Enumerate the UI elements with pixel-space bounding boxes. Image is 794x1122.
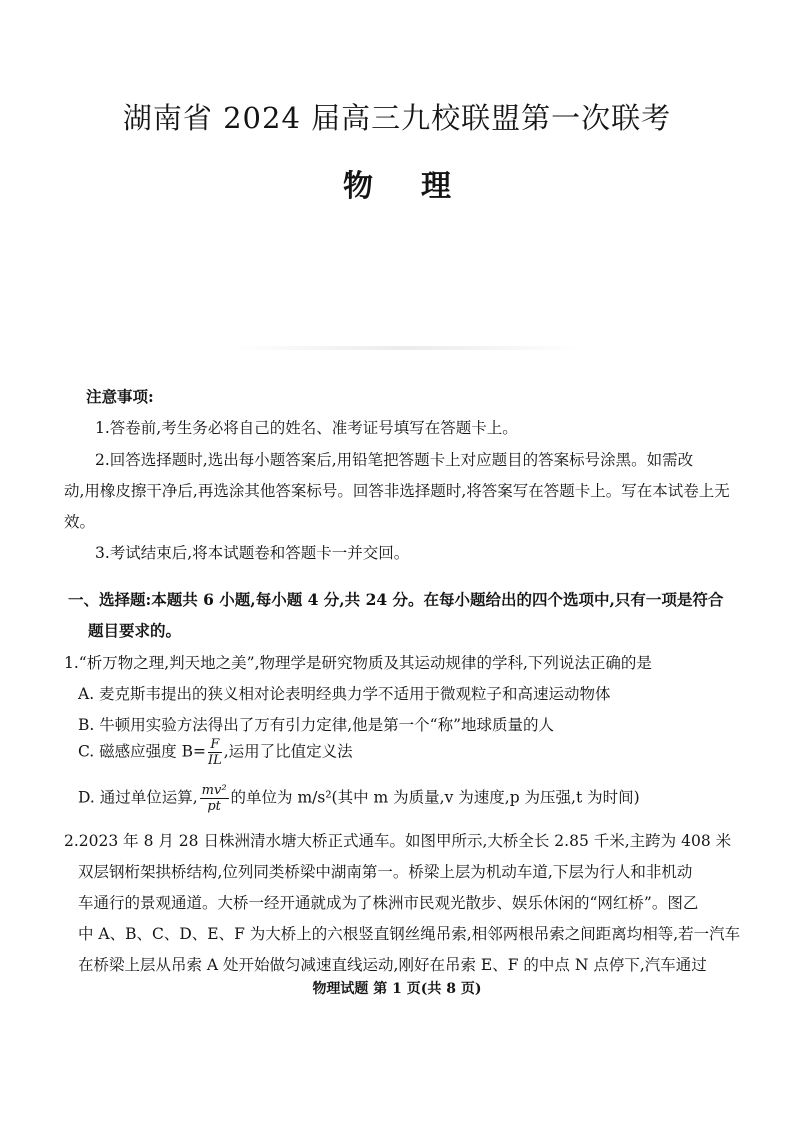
question-1-option-c (78, 738, 353, 767)
section-heading-line-1: 一、选择题:本题共 6 小题,每小题 4 分,共 24 分。在每小题给出的四个选项中,只有一项是符合 (68, 590, 724, 609)
exam-title: 湖南省 2024 届高三九校联盟第一次联考 (122, 101, 672, 135)
notice-item-2-line-1: 2.回答选择题时,选出每小题答案后,用铅笔把答题卡上对应题目的答案标号涂黑。如需改 (95, 451, 694, 469)
question-1-option-b: B. 牛顿用实验方法得出了万有引力定律,他是第一个“称”地球质量的人 (78, 716, 555, 734)
option-c-suffix: ,运用了比值定义法 (223, 742, 353, 761)
page-footer: 物理试题 第 1 页(共 8 页) (312, 981, 482, 997)
question-1-option-a: A. 麦克斯韦提出的狭义相对论表明经典力学不适用于微观粒子和高速运动物体 (78, 685, 611, 703)
notice-item-2-line-2: 动,用橡皮擦干净后,再选涂其他答案标号。回答非选择题时,将答案写在答题卡上。写在本试卷上无 (64, 482, 730, 500)
option-d-suffix: 的单位为 m/s²(其中 m 为质量,v 为速度,p 为压强,t 为时间) (230, 788, 640, 807)
question-2-line-4: 中 A、B、C、D、E、F 为大桥上的六根竖直钢丝绳吊索,相邻两根吊索之间距离均相等,若一汽车 (78, 925, 741, 943)
question-2-line-3: 车通行的景观通道。大桥一经开通就成为了株洲市民观光散步、娱乐休闲的“网红桥”。图乙 (78, 894, 699, 912)
notice-item-2-line-3: 效。 (64, 513, 96, 531)
option-d-numerator: mv² (201, 783, 227, 798)
notice-item-3: 3.考试结束后,将本试题卷和答题卡一并交回。 (95, 544, 410, 562)
option-c-fraction (208, 738, 222, 767)
option-c-prefix: C. 磁感应强度 B= (78, 742, 206, 761)
subject-title (0, 161, 794, 205)
question-2-line-2: 双层钢桁架拱桥结构,位列同类桥梁中湖南第一。桥梁上层为机动车道,下层为行人和非机动 (78, 863, 693, 881)
question-2-line-1: 2.2023 年 8 月 28 日株洲清水塘大桥正式通车。如图甲所示,大桥全长 2.85 千米,主跨为 408 米 (64, 832, 732, 850)
section-heading-line-2: 题目要求的。 (88, 621, 182, 640)
option-d-fraction (200, 784, 229, 813)
notice-heading: 注意事项: (86, 387, 154, 406)
notice-item-1: 1.答卷前,考生务必将自己的姓名、准考证号填写在答题卡上。 (95, 419, 518, 437)
question-1-option-d (78, 784, 640, 813)
subject-char-1: 物 (343, 169, 373, 204)
option-c-numerator: F (208, 738, 222, 753)
scan-smudge (232, 346, 582, 350)
question-2-line-5: 在桥梁上层从吊索 A 处开始做匀减速直线运动,刚好在吊索 E、F 的中点 N 点停下,汽车通过 (78, 956, 707, 974)
question-1-stem: 1.“析万物之理,判天地之美”,物理学是研究物质及其运动规律的学科,下列说法正确的是 (64, 654, 652, 672)
option-c-denominator: IL (207, 753, 222, 768)
option-d-prefix: D. 通过单位运算, (78, 788, 198, 807)
option-d-denominator: pt (207, 799, 221, 814)
subject-char-2: 理 (421, 169, 451, 204)
